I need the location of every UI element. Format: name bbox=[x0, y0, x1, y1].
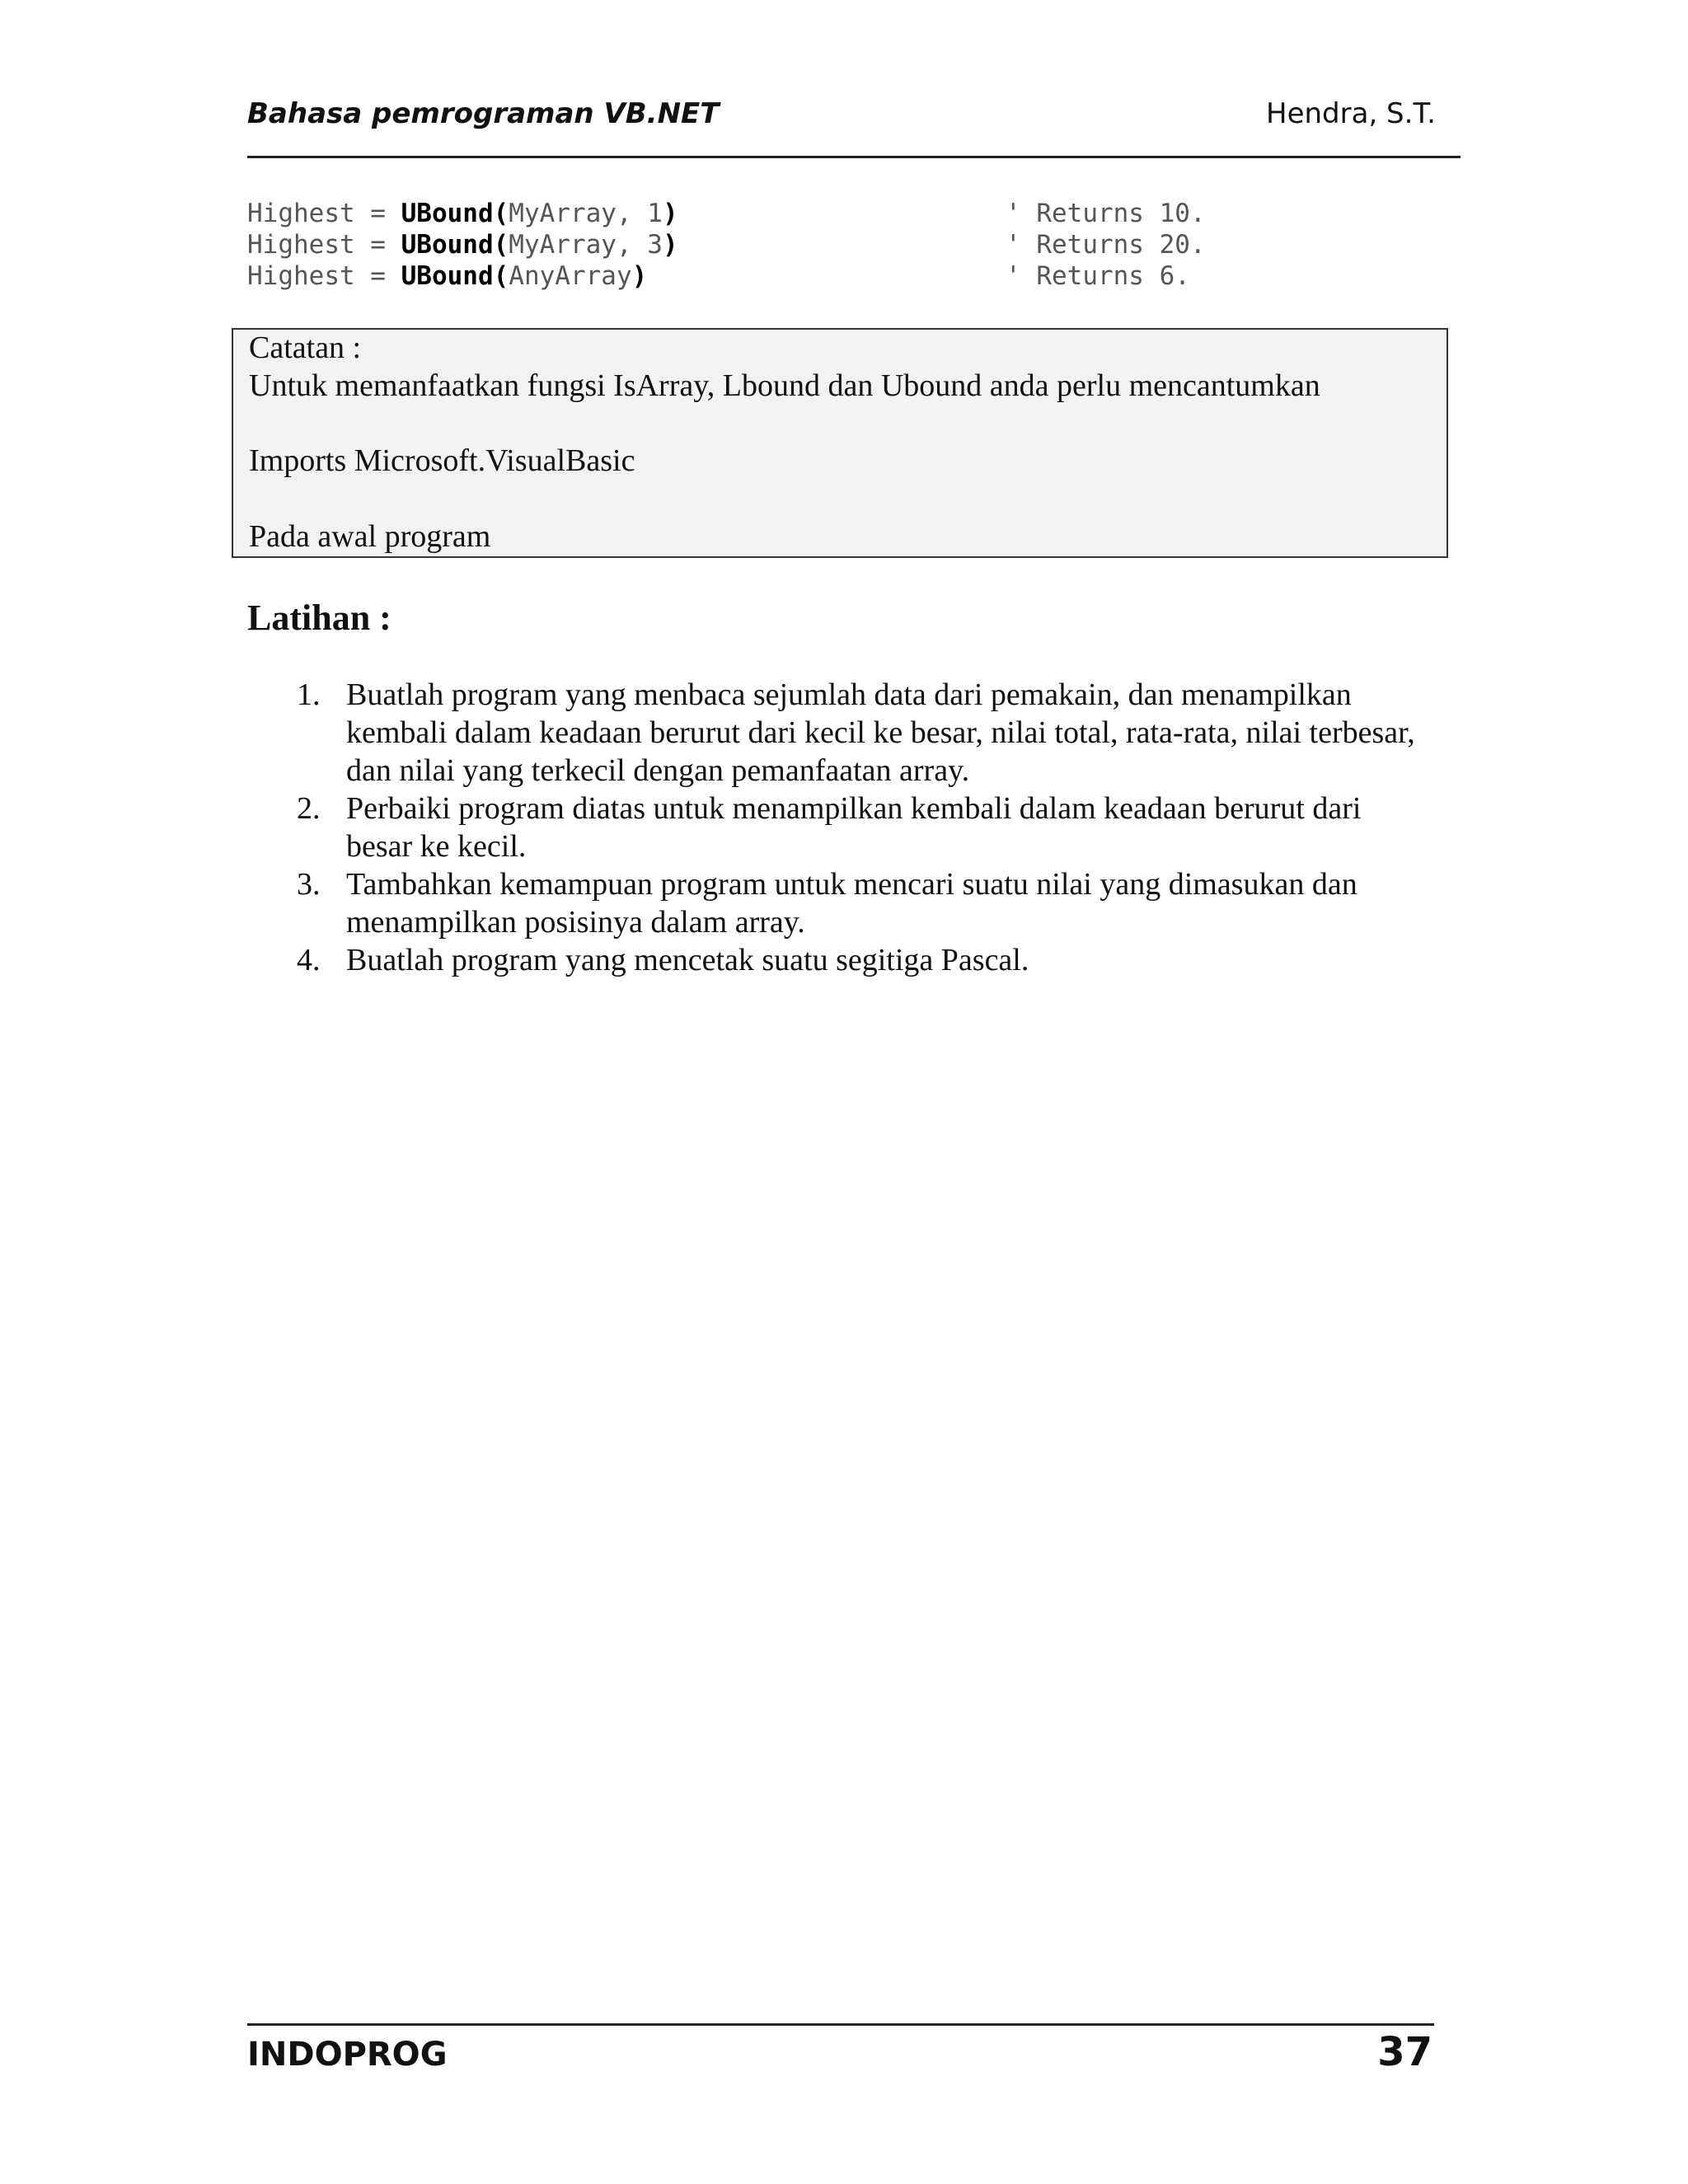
exercise-list bbox=[247, 676, 1434, 979]
code-close-paren: ) bbox=[662, 230, 678, 260]
list-item-number: 4. bbox=[297, 943, 321, 977]
note-import: Imports Microsoft.VisualBasic bbox=[249, 443, 635, 478]
code-statement bbox=[247, 229, 678, 260]
note-box bbox=[232, 328, 1448, 558]
page-number: 37 bbox=[1377, 2029, 1432, 2075]
list-item bbox=[247, 790, 1434, 865]
list-item-text: Buatlah program yang mencetak suatu segitiga Pascal. bbox=[346, 943, 1029, 977]
list-item-text: Buatlah program yang menbaca sejumlah data dari pemakain, dan menampilkan kembali dalam keadaan berurut dari kecil ke besar, nilai total, rata-rata, nilai terbesar, dan nilai yang terkecil dengan pemanfaatan array. bbox=[346, 677, 1415, 788]
code-line bbox=[247, 229, 1319, 260]
footer-divider bbox=[247, 2023, 1434, 2026]
note-text-end: Pada awal program bbox=[249, 519, 491, 554]
code-comment: ' Returns 20. bbox=[1006, 230, 1206, 260]
code-close-paren: ) bbox=[631, 261, 648, 291]
header-title: Bahasa pemrograman VB.NET bbox=[247, 97, 720, 130]
section-heading: Latihan : bbox=[247, 598, 392, 638]
code-comment: ' Returns 10. bbox=[1006, 199, 1206, 228]
code-function: UBound( bbox=[401, 199, 509, 228]
code-assignment: Highest = bbox=[247, 230, 401, 260]
code-function: UBound( bbox=[401, 230, 509, 260]
header-author: Hendra, S.T. bbox=[1266, 97, 1436, 130]
code-close-paren: ) bbox=[662, 199, 678, 228]
code-arguments: MyArray, 1 bbox=[509, 199, 663, 228]
list-item-text: Perbaiki program diatas untuk menampilkan kembali dalam keadaan berurut dari besar ke kecil. bbox=[346, 791, 1362, 864]
code-arguments: MyArray, 3 bbox=[509, 230, 663, 260]
code-block bbox=[247, 198, 1319, 292]
code-statement bbox=[247, 198, 678, 229]
code-function: UBound( bbox=[401, 261, 509, 291]
list-item bbox=[247, 941, 1434, 979]
list-item-text: Tambahkan kemampuan program untuk mencari suatu nilai yang dimasukan dan menampilkan posisinya dalam array. bbox=[346, 867, 1357, 940]
code-line bbox=[247, 198, 1319, 229]
note-label: Catatan : bbox=[249, 330, 362, 365]
list-item-number: 2. bbox=[297, 791, 321, 826]
code-line bbox=[247, 260, 1319, 292]
list-item-number: 3. bbox=[297, 867, 321, 902]
code-statement bbox=[247, 260, 647, 292]
code-assignment: Highest = bbox=[247, 199, 401, 228]
code-arguments: AnyArray bbox=[509, 261, 632, 291]
page-header bbox=[247, 97, 1461, 138]
list-item-number: 1. bbox=[297, 677, 321, 712]
list-item bbox=[247, 676, 1434, 790]
code-comment: ' Returns 6. bbox=[1006, 261, 1190, 291]
header-divider bbox=[247, 156, 1461, 158]
footer-publisher: INDOPROG bbox=[247, 2036, 448, 2074]
list-item bbox=[247, 865, 1434, 941]
code-assignment: Highest = bbox=[247, 261, 401, 291]
note-text: Untuk memanfaatkan fungsi IsArray, Lbound dan Ubound anda perlu mencantumkan bbox=[249, 368, 1320, 403]
